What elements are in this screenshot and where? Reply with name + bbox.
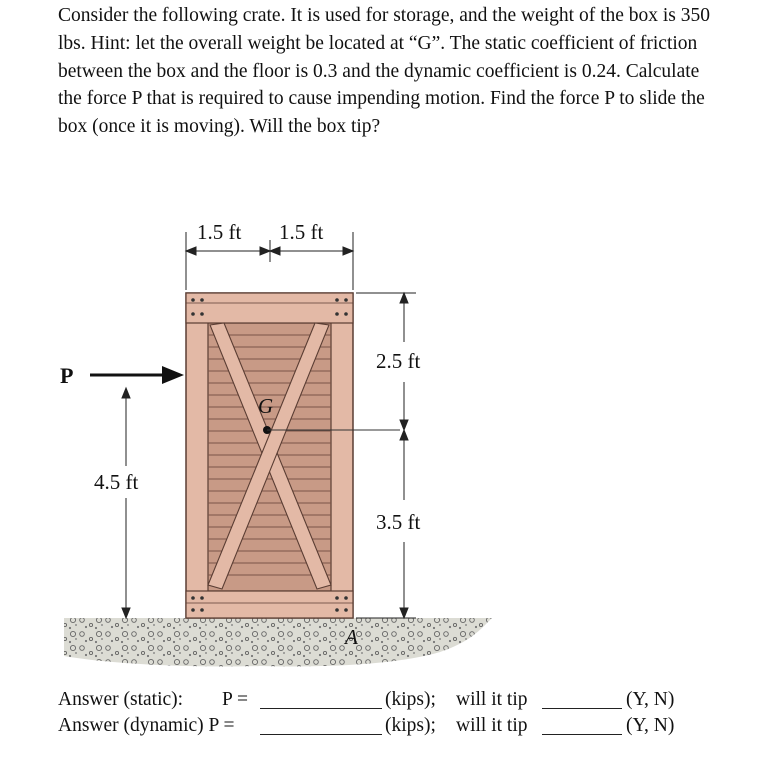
- answer-dynamic-p-input[interactable]: [260, 716, 382, 735]
- answer-static-options: (Y, N): [626, 689, 675, 710]
- answer-dynamic-label: Answer (dynamic) P =: [58, 715, 235, 736]
- dim-top-right: 1.5 ft: [279, 220, 324, 244]
- answer-static-row: [58, 686, 748, 714]
- answer-static-p-input[interactable]: [260, 690, 382, 709]
- dim-left: 4.5 ft: [94, 470, 139, 494]
- answer-dynamic-options: (Y, N): [626, 715, 675, 736]
- crate: [186, 293, 353, 618]
- answer-dynamic-row: [58, 712, 748, 740]
- answer-dynamic-tip-input[interactable]: [542, 716, 622, 735]
- answer-static-label: Answer (static):: [58, 689, 184, 710]
- answer-static-tip-label: will it tip: [456, 689, 528, 710]
- ground: [64, 618, 492, 667]
- force-label: P: [60, 363, 74, 388]
- answer-static-units: (kips);: [385, 689, 436, 710]
- force-arrow: [90, 366, 184, 384]
- problem-statement: Consider the following crate. It is used for storage, and the weight of the box is 350 lbs. Hint: let the overall weight be located at “G”. The static coefficient of friction between the box and the floor is 0.3 and the dynamic coefficient is 0.24. Calculate the force P that is required to cause impending motion. Find the force P to slide the box (once it is moving). Will the box tip?: [58, 5, 711, 138]
- point-label: A: [345, 625, 358, 649]
- dim-right-upper: 2.5 ft: [376, 349, 421, 373]
- dim-right-lower: 3.5 ft: [376, 510, 421, 534]
- answer-dynamic-units: (kips);: [385, 715, 436, 736]
- answer-dynamic-tip-label: will it tip: [456, 715, 528, 736]
- answer-static-tip-input[interactable]: [542, 690, 622, 709]
- center-label: G: [258, 394, 274, 418]
- answer-static-p-label: P =: [222, 689, 248, 710]
- dim-top-left: 1.5 ft: [197, 220, 242, 244]
